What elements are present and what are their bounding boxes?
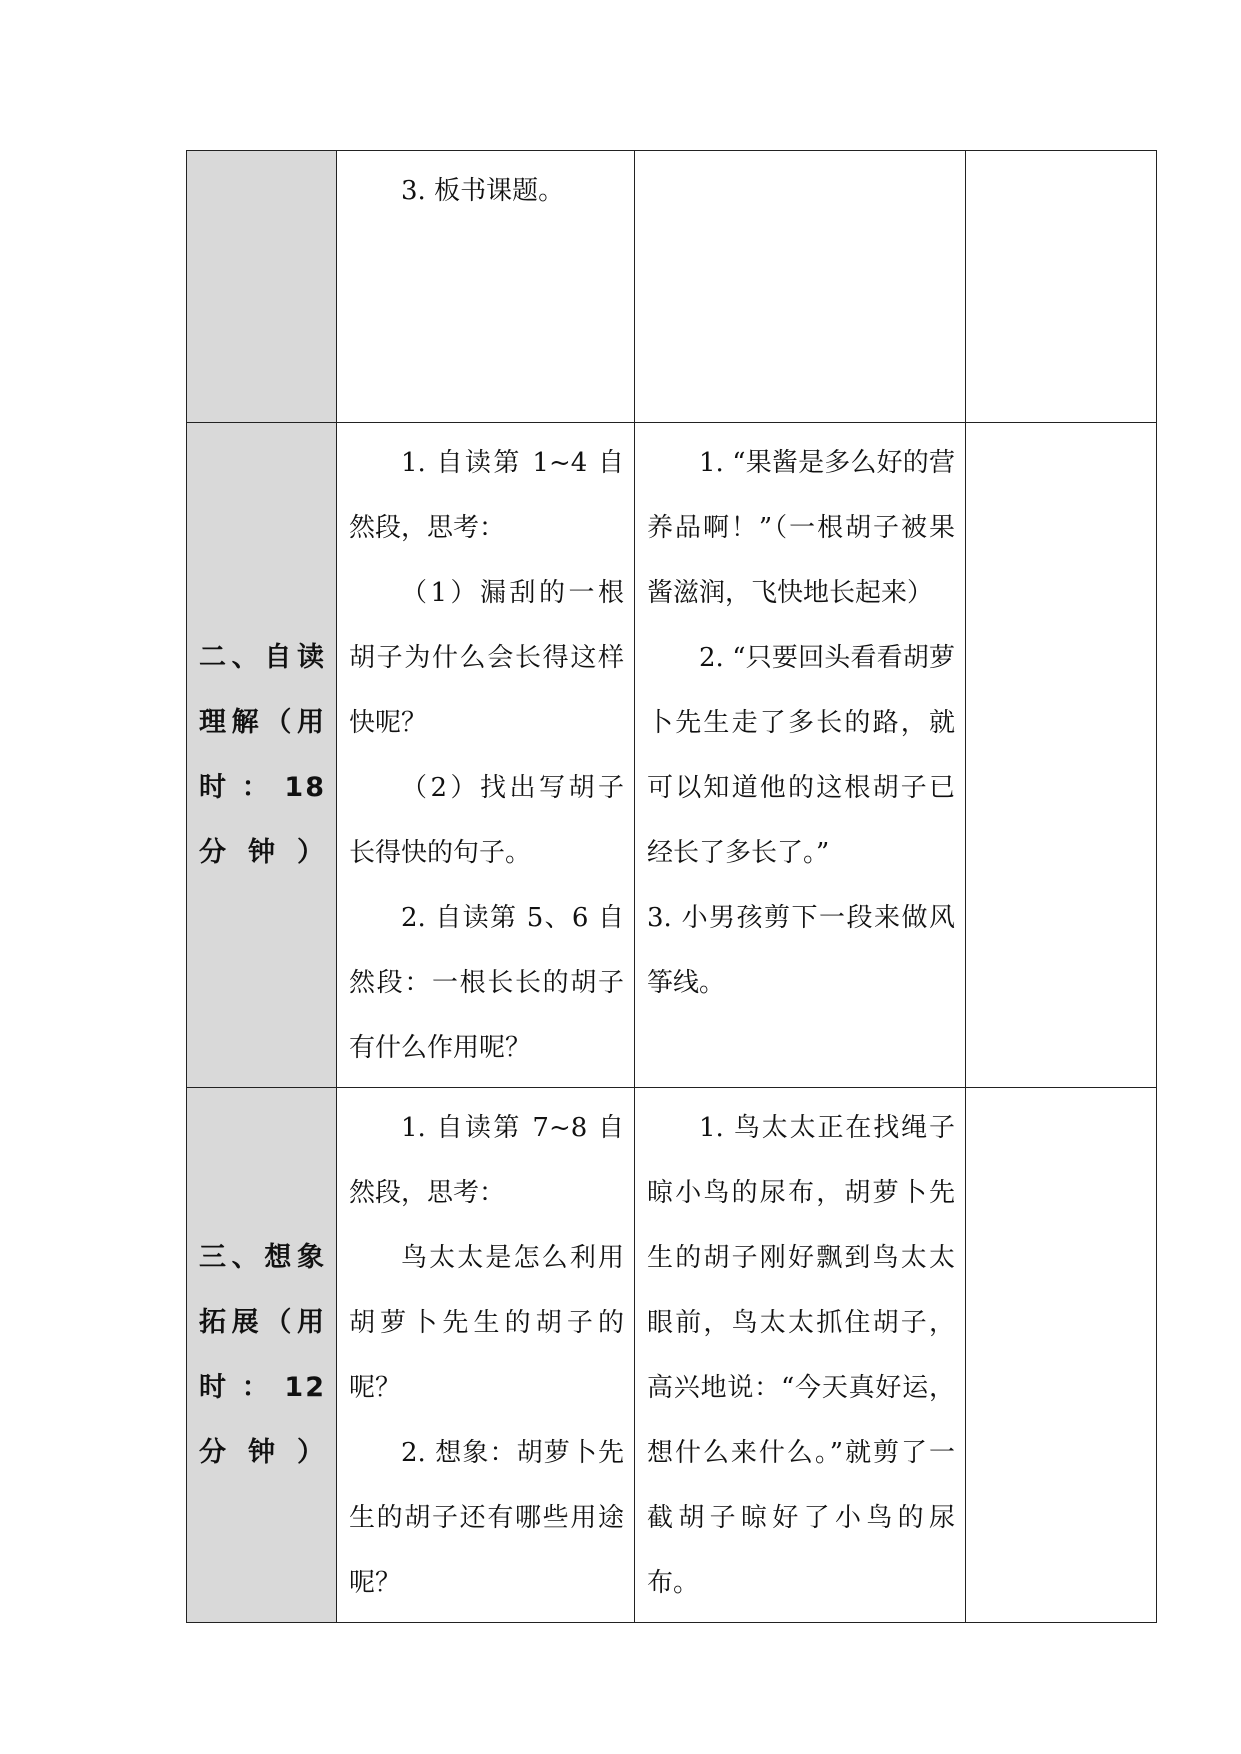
student-paragraph: 2. “只要回头看看胡萝卜先生走了多长的路，就可以知道他的这根胡子已经长了多长了。” <box>647 643 955 868</box>
note-cell <box>966 151 1157 423</box>
table-row <box>187 1088 1157 1623</box>
teacher-paragraph: 鸟太太是怎么利用胡萝卜先生的胡子的呢？ <box>349 1243 624 1403</box>
teacher-paragraph: （2）找出写胡子长得快的句子。 <box>349 773 624 868</box>
stage-cell: 三、想象拓展（用时：12 分钟） <box>187 1088 337 1623</box>
lesson-plan-table <box>186 150 1157 1623</box>
note-cell <box>966 1088 1157 1623</box>
stage-cell <box>187 151 337 423</box>
teacher-paragraph: 3. 板书课题。 <box>401 176 565 206</box>
student-paragraph: 1. 鸟太太正在找绳子晾小鸟的尿布，胡萝卜先生的胡子刚好飘到鸟太太眼前，鸟太太抓住胡子，高兴地说：“今天真好运，想什么来什么。”就剪了一截胡子晾好了小鸟的尿布。 <box>647 1113 955 1598</box>
table-row <box>187 423 1157 1088</box>
teacher-paragraph: 1. 自读第 7~8 自然段，思考： <box>349 1113 624 1208</box>
teacher-paragraph: （1）漏刮的一根胡子为什么会长得这样快呢？ <box>349 578 624 738</box>
student-activity-cell <box>635 151 966 423</box>
student-activity-cell <box>635 423 966 1088</box>
stage-cell: 二、自读理解（用时：18 分钟） <box>187 423 337 1088</box>
table-row <box>187 151 1157 423</box>
student-activity-cell <box>635 1088 966 1623</box>
teacher-activity-cell <box>337 151 635 423</box>
teacher-paragraph: 1. 自读第 1~4 自然段，思考： <box>349 448 624 543</box>
student-paragraph: 3. 小男孩剪下一段来做风筝线。 <box>647 903 955 998</box>
teacher-paragraph: 2. 想象：胡萝卜先生的胡子还有哪些用途呢？ <box>349 1438 624 1598</box>
teacher-activity-cell <box>337 1088 635 1623</box>
teacher-paragraph: 2. 自读第 5、6 自然段：一根长长的胡子有什么作用呢？ <box>349 903 624 1063</box>
student-paragraph: 1. “果酱是多么好的营养品啊！”（一根胡子被果酱滋润，飞快地长起来） <box>647 448 955 608</box>
note-cell <box>966 423 1157 1088</box>
teacher-activity-cell <box>337 423 635 1088</box>
